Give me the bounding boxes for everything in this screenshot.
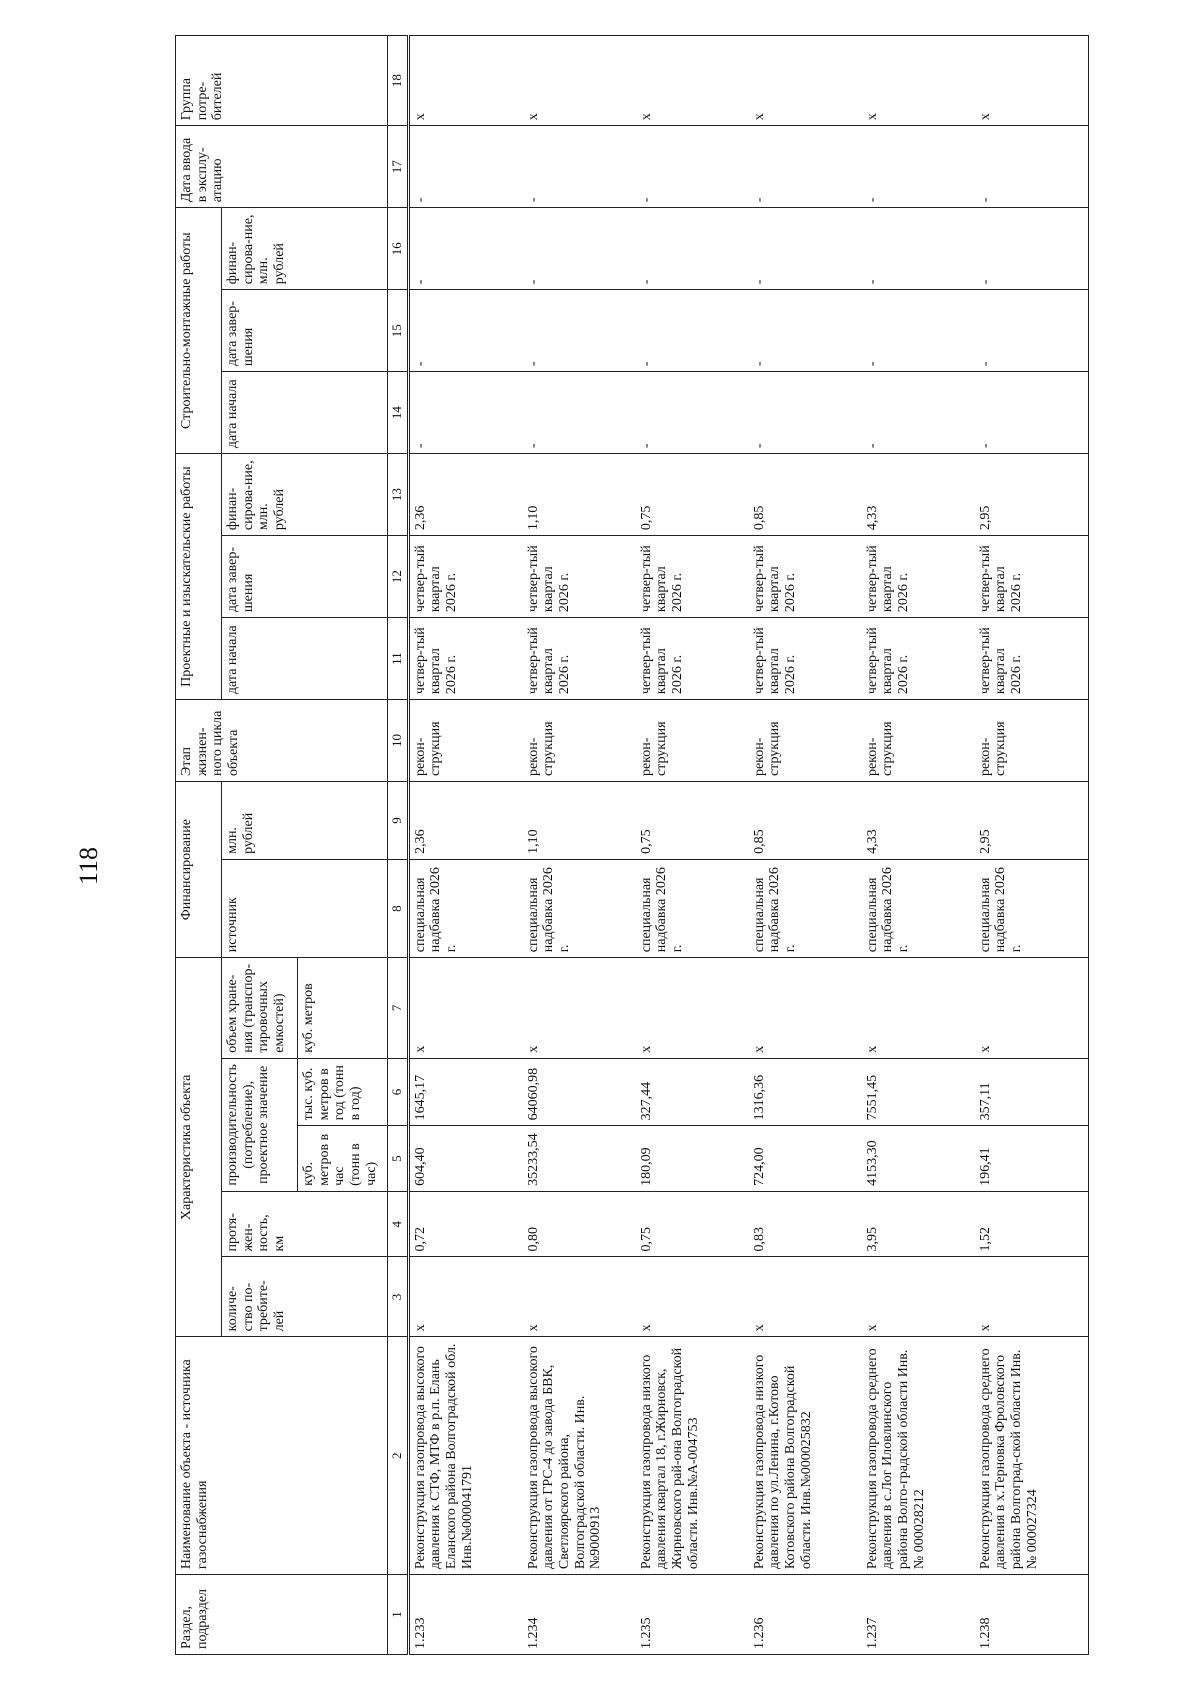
construction-financing-cell: -: [749, 208, 862, 290]
length-cell: 3,95: [862, 1191, 975, 1257]
storage-cell: x: [862, 958, 975, 1058]
design-end-cell: четвер-тый квартал 2026 г.: [862, 536, 975, 618]
consumer-count-cell: x: [975, 1257, 1089, 1337]
construction-start-cell: -: [862, 372, 975, 454]
header-design-start: дата начала: [222, 618, 388, 700]
column-number: 14: [388, 372, 409, 454]
capacity-year-cell: 357,11: [975, 1058, 1089, 1126]
consumer-group-cell: x: [975, 36, 1089, 126]
header-capacity: производительность (потребление), проектное значение: [222, 1058, 298, 1191]
column-number: 9: [388, 782, 409, 860]
header-cubic-per-hour: куб. метров в час (тонн в час): [298, 1126, 388, 1192]
design-end-cell: четвер-тый квартал 2026 г.: [408, 536, 523, 618]
column-number: 3: [388, 1257, 409, 1337]
column-number: 16: [388, 208, 409, 290]
design-start-cell: четвер-тый квартал 2026 г.: [523, 618, 636, 700]
capacity-hour-cell: 4153,30: [862, 1126, 975, 1192]
length-cell: 0,83: [749, 1191, 862, 1257]
object-name-cell: Реконструкция газопровода среднего давления в с.Лог Иловлинского района Волго-градской области Инв.№ 000028212: [862, 1337, 975, 1575]
column-number: 11: [388, 618, 409, 700]
length-cell: 0,80: [523, 1191, 636, 1257]
column-number: 13: [388, 454, 409, 536]
construction-start-cell: -: [975, 372, 1089, 454]
construction-financing-cell: -: [975, 208, 1089, 290]
consumer-group-cell: x: [408, 36, 523, 126]
length-cell: 1,52: [975, 1191, 1089, 1257]
construction-financing-cell: -: [862, 208, 975, 290]
design-financing-cell: 2,36: [408, 454, 523, 536]
consumer-group-cell: x: [862, 36, 975, 126]
storage-cell: x: [523, 958, 636, 1058]
header-construction-financing: финан-сирова-ние, млн. рублей: [222, 208, 388, 290]
stage-cell: рекон-струкция: [749, 700, 862, 782]
page-number: 118: [74, 846, 103, 886]
financing-cell: 2,95: [975, 782, 1089, 860]
construction-end-cell: -: [408, 290, 523, 372]
commissioning-cell: -: [749, 126, 862, 208]
design-financing-cell: 0,85: [749, 454, 862, 536]
stage-cell: рекон-струкция: [862, 700, 975, 782]
capacity-hour-cell: 604,40: [408, 1126, 523, 1192]
design-financing-cell: 2,95: [975, 454, 1089, 536]
header-construction-end: дата завер-шения: [222, 290, 388, 372]
header-design-end: дата завер-шения: [222, 536, 388, 618]
stage-cell: рекон-струкция: [523, 700, 636, 782]
column-numbers-row: [388, 36, 409, 1655]
column-number: 7: [388, 958, 409, 1058]
construction-start-cell: -: [408, 372, 523, 454]
header-length-km: протя-жен-ность, км: [222, 1191, 388, 1257]
design-end-cell: четвер-тый квартал 2026 г.: [523, 536, 636, 618]
commissioning-cell: -: [408, 126, 523, 208]
capacity-year-cell: 64060,98: [523, 1058, 636, 1126]
header-consumer-group: Группа потре-бителей: [176, 36, 388, 126]
section-cell: 1.236: [749, 1575, 862, 1655]
header-lifecycle-stage: Этап жизнен-ного цикла объекта: [176, 700, 388, 782]
length-cell: 0,75: [636, 1191, 749, 1257]
design-start-cell: четвер-тый квартал 2026 г.: [636, 618, 749, 700]
capacity-hour-cell: 196,41: [975, 1126, 1089, 1192]
header-design-financing: финан-сирова-ние, млн. рублей: [222, 454, 388, 536]
header-financing: Финансирование: [176, 782, 222, 958]
design-end-cell: четвер-тый квартал 2026 г.: [636, 536, 749, 618]
header-object-characteristics: Характеристика объекта: [176, 958, 222, 1337]
commissioning-cell: -: [975, 126, 1089, 208]
header-design-works: Проектные и изыскательские работы: [176, 454, 222, 700]
header-construction-works: Строительно-монтажные работы: [176, 208, 222, 454]
source-cell: специальная надбавка 2026 г.: [975, 859, 1089, 957]
design-start-cell: четвер-тый квартал 2026 г.: [408, 618, 523, 700]
column-number: 5: [388, 1126, 409, 1192]
object-name-cell: Реконструкция газопровода среднего давления в х.Терновка Фроловского района Волгоград-ской области Инв.№ 000027324: [975, 1337, 1089, 1575]
commissioning-cell: -: [862, 126, 975, 208]
storage-cell: x: [408, 958, 523, 1058]
capacity-hour-cell: 35233,54: [523, 1126, 636, 1192]
financing-cell: 4,33: [862, 782, 975, 860]
consumer-group-cell: x: [523, 36, 636, 126]
column-number: 1: [388, 1575, 409, 1655]
header-consumer-count: количе-ство по-требите-лей: [222, 1257, 388, 1337]
capacity-hour-cell: 180,09: [636, 1126, 749, 1192]
header-commissioning-date: Дата ввода в эксплу-атацию: [176, 126, 388, 208]
construction-end-cell: -: [975, 290, 1089, 372]
header-construction-start: дата начала: [222, 372, 388, 454]
stage-cell: рекон-струкция: [975, 700, 1089, 782]
consumer-count-cell: x: [749, 1257, 862, 1337]
header-storage-unit: куб. метров: [298, 958, 388, 1058]
length-cell: 0,72: [408, 1191, 523, 1257]
table-row: [975, 36, 1089, 1655]
column-number: 12: [388, 536, 409, 618]
header-thousand-cubic-per-year: тыс. куб. метров в год (тонн в год): [298, 1058, 388, 1126]
section-cell: 1.237: [862, 1575, 975, 1655]
consumer-count-cell: x: [523, 1257, 636, 1337]
consumer-count-cell: x: [636, 1257, 749, 1337]
source-cell: специальная надбавка 2026 г.: [862, 859, 975, 957]
capacity-year-cell: 327,44: [636, 1058, 749, 1126]
rotated-table-sheet: [175, 35, 1055, 1655]
stage-cell: рекон-струкция: [636, 700, 749, 782]
section-cell: 1.235: [636, 1575, 749, 1655]
construction-start-cell: -: [523, 372, 636, 454]
design-start-cell: четвер-тый квартал 2026 г.: [862, 618, 975, 700]
source-cell: специальная надбавка 2026 г.: [523, 859, 636, 957]
capacity-year-cell: 1316,36: [749, 1058, 862, 1126]
design-financing-cell: 0,75: [636, 454, 749, 536]
column-number: 4: [388, 1191, 409, 1257]
header-storage-volume: объем хране-ния (транспор-тировочных емкостей): [222, 958, 298, 1058]
table-row: [749, 36, 862, 1655]
object-name-cell: Реконструкция газопровода низкого давления по ул.Ленина, г.Котово Котовского района Волгоградской области. Инв.№000025832: [749, 1337, 862, 1575]
financing-cell: 0,75: [636, 782, 749, 860]
column-number: 15: [388, 290, 409, 372]
section-cell: 1.234: [523, 1575, 636, 1655]
column-number: 17: [388, 126, 409, 208]
stage-cell: рекон-струкция: [408, 700, 523, 782]
consumer-count-cell: x: [862, 1257, 975, 1337]
design-end-cell: четвер-тый квартал 2026 г.: [975, 536, 1089, 618]
construction-end-cell: -: [523, 290, 636, 372]
header-mln-rub: млн. рублей: [222, 782, 388, 860]
source-cell: специальная надбавка 2026 г.: [749, 859, 862, 957]
financing-cell: 2,36: [408, 782, 523, 860]
commissioning-cell: -: [636, 126, 749, 208]
header-object-name: Наименование объекта - источника газоснабжения: [176, 1337, 388, 1575]
design-start-cell: четвер-тый квартал 2026 г.: [975, 618, 1089, 700]
construction-end-cell: -: [636, 290, 749, 372]
construction-financing-cell: -: [408, 208, 523, 290]
construction-start-cell: -: [749, 372, 862, 454]
source-cell: специальная надбавка 2026 г.: [408, 859, 523, 957]
gas-supply-objects-table: [175, 35, 1089, 1655]
table-row: [523, 36, 636, 1655]
construction-end-cell: -: [749, 290, 862, 372]
object-name-cell: Реконструкция газопровода высокого давления от ГРС-4 до завода БВК, Светлоярского района, Волгоградской области. Инв.№9000913: [523, 1337, 636, 1575]
financing-cell: 1,10: [523, 782, 636, 860]
construction-start-cell: -: [636, 372, 749, 454]
design-financing-cell: 1,10: [523, 454, 636, 536]
consumer-count-cell: x: [408, 1257, 523, 1337]
financing-cell: 0,85: [749, 782, 862, 860]
table-row: [862, 36, 975, 1655]
object-name-cell: Реконструкция газопровода высокого давления к СТФ, МТФ в р.п. Елань Еланского района Волгоградской обл. Инв.№000041791: [408, 1337, 523, 1575]
table-row: [636, 36, 749, 1655]
consumer-group-cell: x: [749, 36, 862, 126]
design-end-cell: четвер-тый квартал 2026 г.: [749, 536, 862, 618]
object-name-cell: Реконструкция газопровода низкого давления квартал 18, г.Жирновск, Жирновского рай-она Волгоградской области. Инв.№А-004753: [636, 1337, 749, 1575]
construction-financing-cell: -: [636, 208, 749, 290]
section-cell: 1.238: [975, 1575, 1089, 1655]
table-body: [408, 36, 1088, 1655]
construction-financing-cell: -: [523, 208, 636, 290]
design-financing-cell: 4,33: [862, 454, 975, 536]
commissioning-cell: -: [523, 126, 636, 208]
capacity-hour-cell: 724,00: [749, 1126, 862, 1192]
section-cell: 1.233: [408, 1575, 523, 1655]
design-start-cell: четвер-тый квартал 2026 г.: [749, 618, 862, 700]
consumer-group-cell: x: [636, 36, 749, 126]
column-number: 2: [388, 1337, 409, 1575]
storage-cell: x: [975, 958, 1089, 1058]
capacity-year-cell: 1645,17: [408, 1058, 523, 1126]
column-number: 10: [388, 700, 409, 782]
column-number: 8: [388, 859, 409, 957]
storage-cell: x: [636, 958, 749, 1058]
column-number: 18: [388, 36, 409, 126]
source-cell: специальная надбавка 2026 г.: [636, 859, 749, 957]
header-section: Раздел, подраздел: [176, 1575, 388, 1655]
capacity-year-cell: 7551,45: [862, 1058, 975, 1126]
storage-cell: x: [749, 958, 862, 1058]
table-row: [408, 36, 523, 1655]
column-number: 6: [388, 1058, 409, 1126]
construction-end-cell: -: [862, 290, 975, 372]
header-source: источник: [222, 859, 388, 957]
